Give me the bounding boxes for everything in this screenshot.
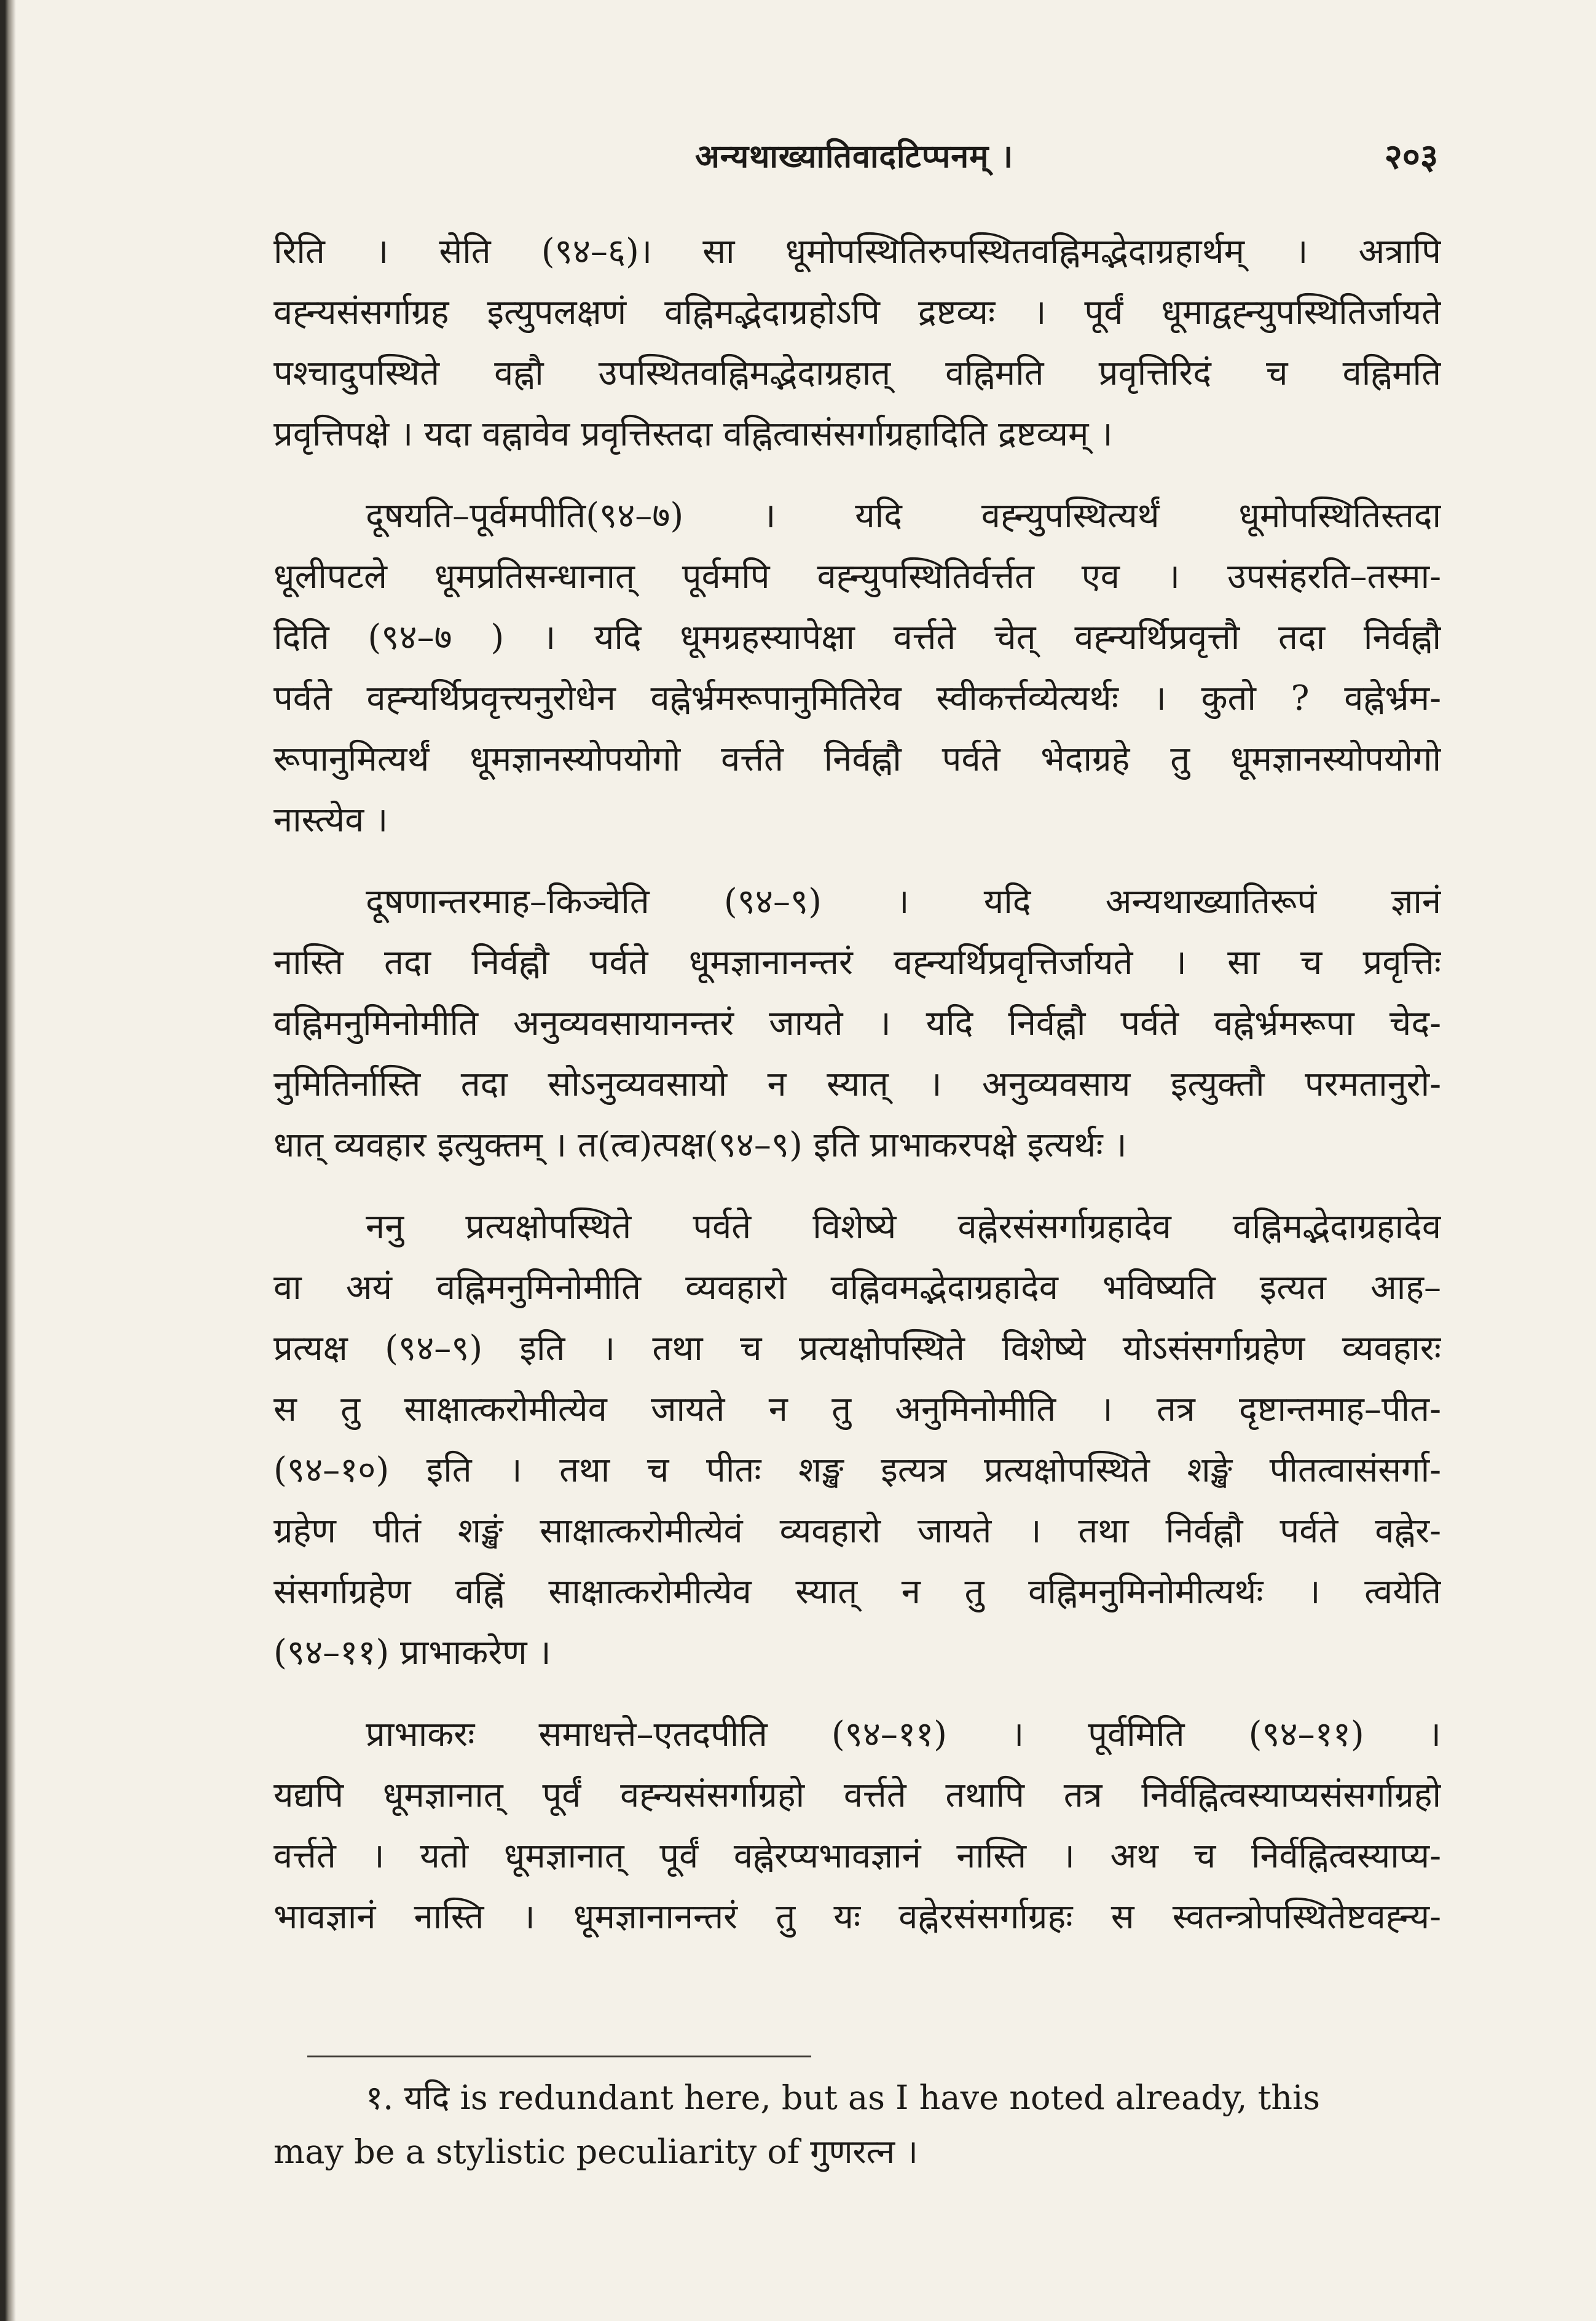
text-line: वा अयं वह्निमनुमिनोमीति व्यवहारो वह्निवमद्भेदाग्रहादेव भविष्यति इत्यत आह– (273, 1268, 1441, 1308)
text-line: प्रत्यक्ष (९४–९) इति । तथा च प्रत्यक्षोपस्थिते विशेष्ये योऽसंसर्गाग्रहेण व्यवहारः (273, 1329, 1441, 1369)
text-line: धूलीपटले धूमप्रतिसन्धानात् पूर्वमपि वह्न्युपस्थितिर्वर्त्तत एव । उपसंहरति–तस्मा- (273, 557, 1441, 597)
text-line: दूषयति–पूर्वमपीति(९४–७) । यदि वह्न्युपस्थित्यर्थं धूमोपस्थितिस्तदा (366, 496, 1441, 536)
paragraph-gap (273, 465, 1441, 485)
text-line: (९४–१०) इति । तथा च पीतः शङ्ख इत्यत्र प्रत्यक्षोपस्थिते शङ्खे पीतत्वासंसर्गा- (273, 1450, 1441, 1490)
text-line: संसर्गाग्रहेण वह्निं साक्षात्करोमीत्येव स्यात् न तु वह्निमनुमिनोमीत्यर्थः । त्वयेति (273, 1572, 1441, 1612)
text-line: रूपानुमित्यर्थं धूमज्ञानस्योपयोगो वर्त्तते निर्वह्नौ पर्वते भेदाग्रहे तु धूमज्ञानस्योपयोगो (273, 739, 1441, 779)
binding-shadow (0, 0, 16, 2321)
page-number: २०३ (1384, 136, 1438, 177)
text-line: पर्वते वह्न्यर्थिप्रवृत्त्यनुरोधेन वह्नेर्भ्रमरूपानुमितिरेव स्वीकर्त्तव्येत्यर्थः । कुतो ? वह्नेर्भ्रम- (273, 678, 1441, 718)
text-line: धात् व्यवहार इत्युक्तम् । त(त्व)त्पक्ष(९४–९) इति प्राभाकरपक्षे इत्यर्थः । (273, 1125, 1127, 1165)
text-line: ग्रहेण पीतं शङ्खं साक्षात्करोमीत्येवं व्यवहारो जायते । तथा निर्वह्नौ पर्वते वह्नेर- (273, 1511, 1441, 1551)
text-line: नुमितिर्नास्ति तदा सोऽनुव्यवसायो न स्यात् । अनुव्यवसाय इत्युक्तौ परमतानुरो- (273, 1064, 1441, 1104)
footnote (273, 2071, 1441, 2179)
paragraph-gap (273, 1683, 1441, 1704)
footnote-line: १. यदि is redundant here, but as I have noted already, this (366, 2078, 1321, 2117)
footnote-rule (307, 2056, 811, 2057)
text-line: (९४–११) प्राभाकरेण । (273, 1633, 551, 1673)
running-head (270, 132, 1438, 181)
text-line: नास्ति तदा निर्वह्नौ पर्वते धूमज्ञानानन्तरं वह्न्यर्थिप्रवृत्तिर्जायते । सा च प्रवृत्तिः (273, 943, 1441, 983)
paragraph (273, 1196, 1441, 1683)
text-line: रिति । सेति (९४–६)। सा धूमोपस्थितिरुपस्थितवह्निमद्भेदाग्रहार्थम् । अत्रापि (273, 232, 1441, 272)
paragraph-gap (273, 850, 1441, 871)
text-line: दिति (९४–७ ) । यदि धूमग्रहस्यापेक्षा वर्त्तते चेत् वह्न्यर्थिप्रवृत्तौ तदा निर्वह्नौ (273, 618, 1441, 658)
paragraph (273, 871, 1441, 1176)
body-text (273, 221, 1441, 1947)
text-line: पश्चादुपस्थिते वह्नौ उपस्थितवह्निमद्भेदाग्रहात् वह्निमति प्रवृत्तिरिदं च वह्निमति (273, 353, 1441, 393)
footnote-line: may be a stylistic peculiarity of गुणरत्न । (273, 2132, 918, 2171)
text-line: यद्यपि धूमज्ञानात् पूर्वं वह्न्यसंसर्गाग्रहो वर्त्तते तथापि तत्र निर्वह्नित्वस्याप्यसंसर्गाग्रहो (273, 1775, 1441, 1815)
paragraph-gap (273, 1176, 1441, 1196)
text-line: नास्त्येव । (273, 800, 388, 840)
text-line: प्रवृत्तिपक्षे । यदा वह्नावेव प्रवृत्तिस्तदा वह्नित्वासंसर्गाग्रहादिति द्रष्टव्यम् । (273, 414, 1113, 454)
paragraph (273, 221, 1441, 465)
text-line: प्राभाकरः समाधत्ते–एतदपीति (९४–११) । पूर्वमिति (९४–११) । (366, 1714, 1441, 1754)
text-line: वर्त्तते । यतो धूमज्ञानात् पूर्वं वह्नेरप्यभावज्ञानं नास्ति । अथ च निर्वह्नित्वस्याप्य- (273, 1836, 1441, 1876)
text-line: स तु साक्षात्करोमीत्येव जायते न तु अनुमिनोमीति । तत्र दृष्टान्तमाह–पीत- (273, 1389, 1441, 1429)
paragraph (273, 485, 1441, 850)
text-line: ननु प्रत्यक्षोपस्थिते पर्वते विशेष्ये वह्नेरसंसर्गाग्रहादेव वह्निमद्भेदाग्रहादेव (366, 1207, 1441, 1247)
text-line: वह्न्यसंसर्गाग्रह इत्युपलक्षणं वह्निमद्भेदाग्रहोऽपि द्रष्टव्यः । पूर्वं धूमाद्वह्न्युपस्थितिर्जायते (273, 293, 1441, 332)
text-line: दूषणान्तरमाह–किञ्चेति (९४–९) । यदि अन्यथाख्यातिरूपं ज्ञानं (366, 882, 1441, 922)
paragraph (273, 1704, 1441, 1947)
text-line: भावज्ञानं नास्ति । धूमज्ञानानन्तरं तु यः वह्नेरसंसर्गाग्रहः स स्वतन्त्रोपस्थितेष्टवह्न्य- (273, 1897, 1441, 1937)
page-title: अन्यथाख्यातिवादटिप्पनम् । (694, 138, 1014, 175)
text-line: वह्निमनुमिनोमीति अनुव्यवसायानन्तरं जायते । यदि निर्वह्नौ पर्वते वह्नेर्भ्रमरूपा चेद- (273, 1003, 1441, 1043)
